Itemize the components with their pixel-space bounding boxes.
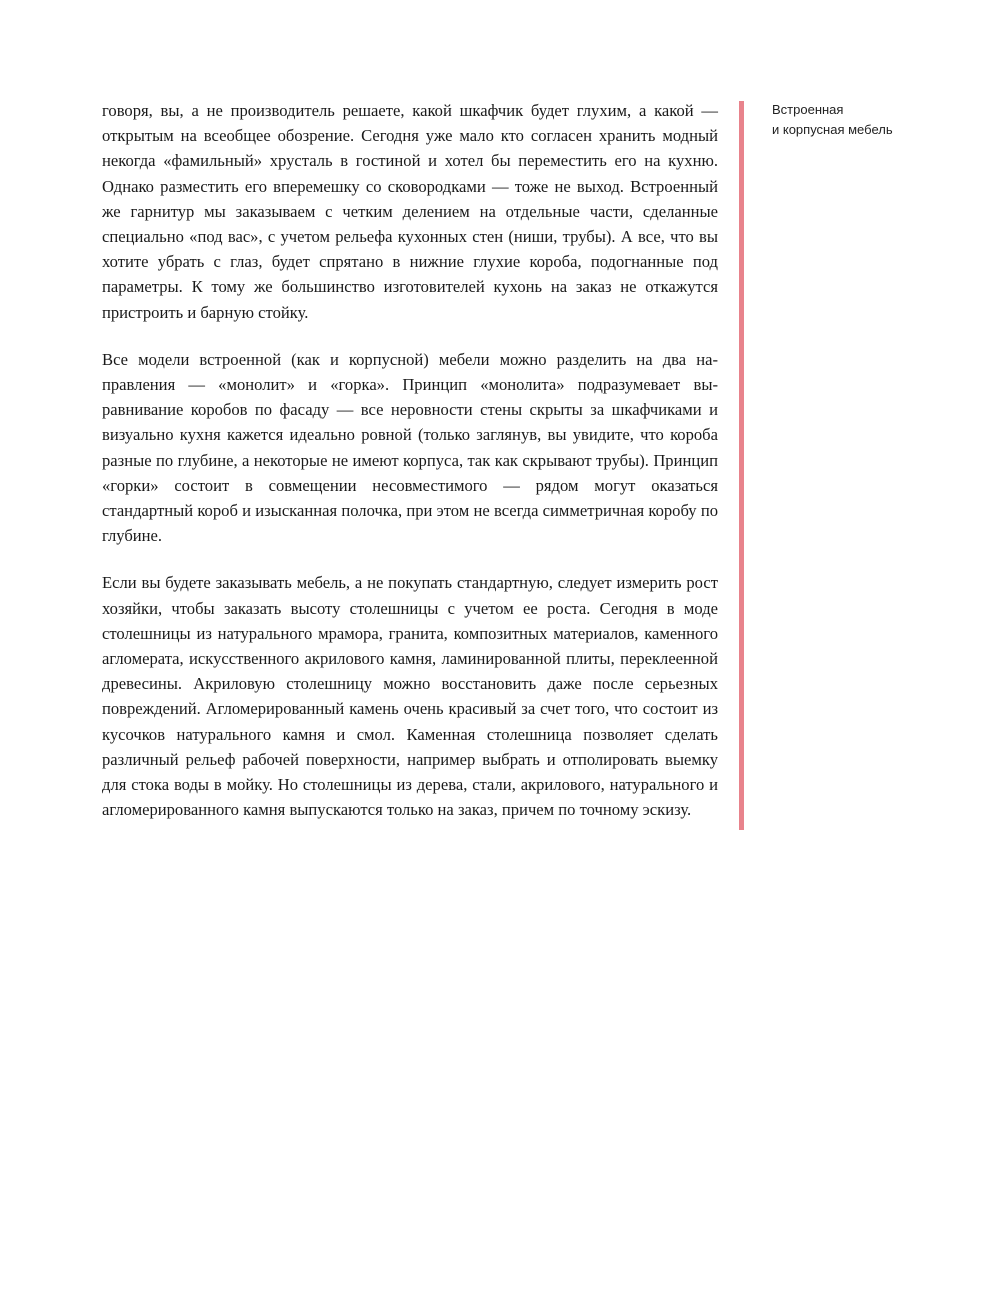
section-title-line-1: Встроенная <box>772 102 844 117</box>
paragraph-1: говоря, вы, а не производитель решаете, какой шкафчик будет глухим, а какой — открытым на всеобщее обозрение. Сегодня уже мало кто согласен хранить модный некогда «фамильный» хрусталь в гостиной и хотел бы переместить его на кухню. Однако разместить его вперемешку со сковородками — тоже не выход. Встроенный же гарнитур мы заказываем с четким делением на отдельные части, сделанные специально «под вас», с учетом рельефа кухонных стен (ниши, трубы). А все, что вы хотите убрать с глаз, будет спрятано в нижние глухие короба, подогнанные под параметры. К тому же большинство изготовителей кухонь на заказ не откажутся пристроить и барную стойку. <box>102 101 718 322</box>
sidebar-accent-bar <box>739 101 744 830</box>
paragraph-3: Если вы будете заказывать мебель, а не покупать стандартную, следует измерить рост хозяйки, чтобы заказать высоту столешницы с учетом ее роста. Сегодня в моде столешницы из натурального мрамора, гранита, композитных материалов, каменного агломерата, искусственного акрилового камня, ламинированной плиты, переклеенной древесины. Акриловую столешницу можно восстановить даже после серьезных повреждений. Агломерированный камень очень красивый за счет того, что состоит из кусочков натурального камня и смол. Каменная столешница позволяет сделать различный рельеф рабочей поверхности, например выбрать и отполировать выемку для стока воды в мойку. Но столешницы из дерева, стали, акрилового, натурального и агломерированного камня выпускаются только на заказ, причем по точному эскизу. <box>102 573 718 820</box>
section-running-title <box>772 100 972 140</box>
paragraph-2: Все модели встроенной (как и корпусной) мебели можно разделить на два направления — «монолит» и «горка». Принцип «монолита» подразумевает выравнивание коробов по фасаду — все неровности стены скрыты за шкафчиками и визуально кухня кажется идеально ровной (только заглянув, вы увидите, что короба разные по глубине, а некоторые не имеют корпуса, так как скрывают трубы). Принцип «горки» состоит в совмещении несовместимого — рядом могут оказаться стандартный короб и изысканная полочка, при этом не всегда симметричная коробу по глубине. <box>102 349 718 546</box>
section-title-line-2: и корпусная мебель <box>772 122 893 137</box>
article-body <box>102 98 718 844</box>
